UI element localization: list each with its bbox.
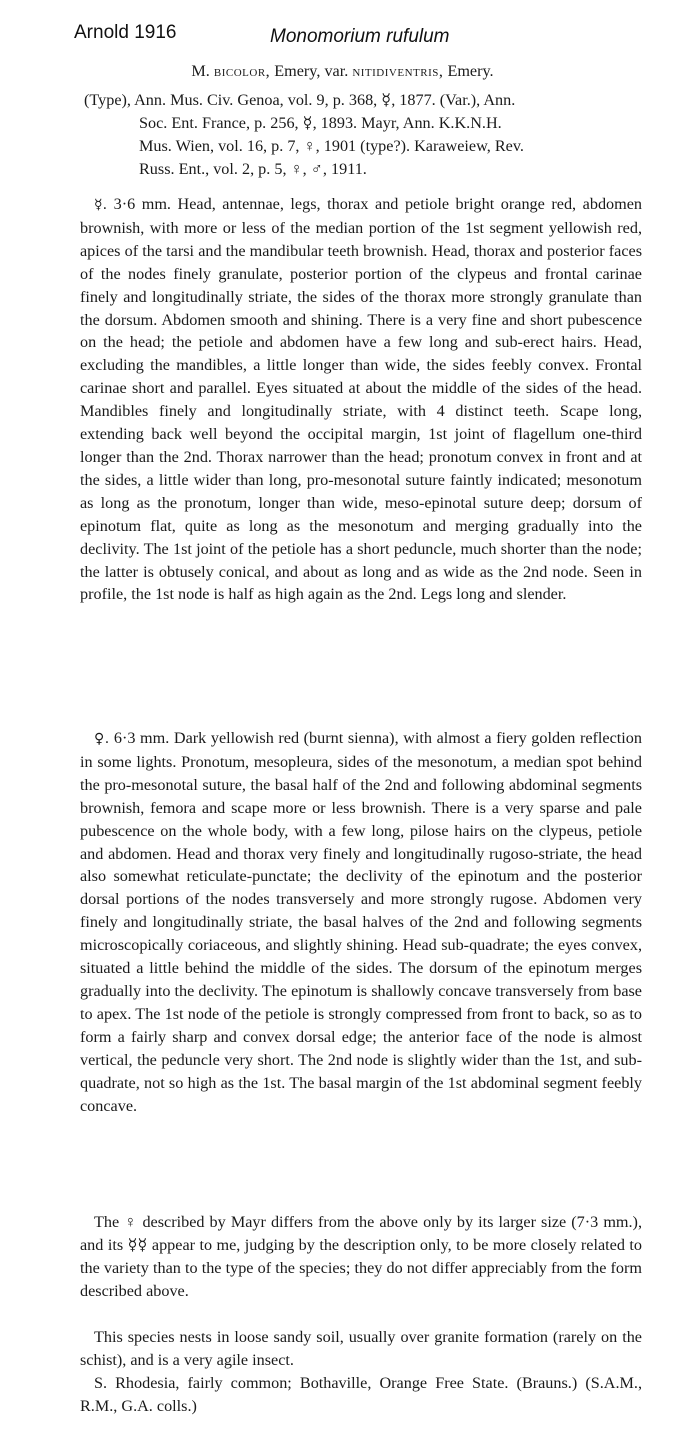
taxon-title — [0, 60, 685, 83]
reference-line: (Type), Ann. Mus. Civ. Genoa, vol. 9, p. 368, ☿, 1877. (Var.), Ann. — [84, 91, 516, 109]
reference-line: Soc. Ent. France, p. 256, ☿, 1893. Mayr, Ann. K.K.N.H. — [139, 113, 502, 132]
reference-line: Russ. Ent., vol. 2, p. 5, ♀, ♂, 1911. — [139, 159, 367, 178]
female-text: 6·3 mm. Dark yellowish red (burnt sienna), with almost a fiery golden reflection in some lights. Pronotum, mesopleura, sides of the mesonotum, a median spot behind the pro-mesonotal suture, the basal half of the 2nd and following abdominal segments brownish, femora and scape more or less brownish. There is a very sparse and pale pubescence on the whole body, with a few long, pilose hairs on the clypeus, petiole and abdomen. Head and thorax very finely and longitudinally rugoso-striate, the head also somewhat reticulate-punctate; the declivity of the epinotum and the posterior dorsal portions of the nodes transversely and more strongly rugose. Abdomen very finely and longitudinally striate, the basal halves of the 2nd and following segments microscopically coriaceous, and slightly shining. Head sub-quadrate; the eyes convex, situated a little behind the middle of the sides. The dorsum of the epinotum merges gradually into the declivity. The epinotum is shallowly concave transversely from base to apex. The 1st node of the petiole is strongly compressed from front to back, so as to form a fairly sharp and convex dorsal edge; the anterior face of the node is almost vertical, the peduncle very short. The 2nd node is slightly wider than the 1st, and sub-quadrate, not so high as the 1st. The basal margin of the 1st abdominal segment feebly concave. — [80, 729, 642, 1115]
header-species-name: Monomorium rufulum — [270, 26, 450, 47]
title-genus: M. — [191, 62, 210, 80]
habitat-note: This species nests in loose sandy soil, usually over granite formation (rarely on the schist), and is a very agile insect. — [80, 1328, 642, 1369]
female-symbol: ♀. — [94, 731, 110, 747]
title-author: Emery, var. — [274, 62, 349, 80]
worker-description — [80, 193, 642, 606]
header-author-year: Arnold 1916 — [74, 22, 177, 43]
worker-text: 3·6 mm. Head, antennae, legs, thorax and petiole bright orange red, abdomen brownish, with more or less of the median portion of the 1st segment yellowish red, apices of the tarsi and the mandibular teeth brownish. Head, thorax and posterior faces of the nodes finely granulate, posterior portion of the clypeus and frontal carinae finely and longitudinally striate, the sides of the thorax more strongly granulate than the dorsum. Abdomen smooth and shining. There is a very fine and short pubescence on the head; the petiole and abdomen have a few long and sub-erect hairs. Head, excluding the mandibles, a little longer than wide, the sides feebly convex. Frontal carinae short and parallel. Eyes situated at about the middle of the sides of the head. Mandibles finely and longitudinally striate, with 4 distinct teeth. Scape long, extending back well beyond the occipital margin, 1st joint of flagellum one-third longer than the 2nd. Thorax narrower than the head; pronotum convex in front and at the sides, a little wider than long, pro-mesonotal suture faintly indicated; mesonotum as long as the pronotum, longer than wide, meso-epinotal suture deep; dorsum of epinotum flat, quite as long as the mesonotum and merging gradually into the declivity. The 1st joint of the petiole has a short peduncle, much shorter than the node; the latter is obtusely conical, and about as long and as wide as the 2nd node. Seen in profile, the 1st node is half as high again as the 2nd. Legs long and slender. — [80, 195, 642, 604]
reference-line: Mus. Wien, vol. 16, p. 7, ♀, 1901 (type?). Karaweiew, Rev. — [139, 136, 524, 155]
references-block — [84, 89, 644, 181]
mayr-note: The ♀ described by Mayr differs from the above only by its larger size (7·3 mm.), and its ☿☿ appear to me, judging by the description only, to be more closely related to the variety than to the type of the species; they do not differ appreciably from the form described above. — [80, 1213, 642, 1300]
female-description — [80, 727, 642, 1117]
title-species: bicolor, — [213, 62, 271, 80]
title-variety-author: Emery. — [447, 62, 494, 80]
locality-note: S. Rhodesia, fairly common; Bothaville, Orange Free State. (Brauns.) (S.A.M., R.M., G.A. colls.) — [80, 1374, 642, 1415]
worker-symbol: ☿. — [94, 197, 108, 213]
title-variety: nitidiventris, — [352, 62, 444, 80]
